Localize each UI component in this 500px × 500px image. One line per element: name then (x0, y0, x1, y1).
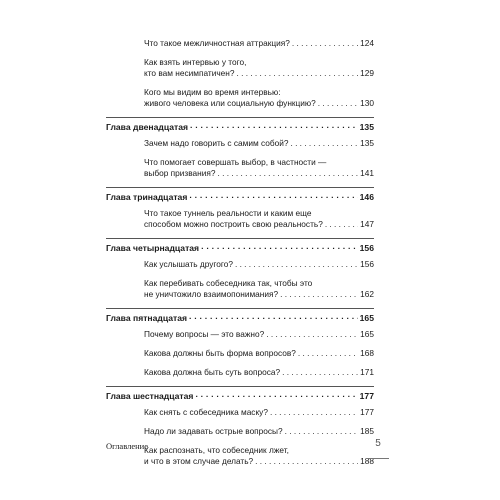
entry-text: Какова должны быть форма вопросов? (144, 348, 296, 358)
chapter-heading[interactable] (106, 238, 374, 259)
chapter-heading[interactable] (106, 386, 374, 407)
entry-page-number: 165 (360, 329, 374, 339)
chapter-section (106, 117, 374, 179)
toc-entry[interactable] (106, 87, 374, 109)
chapter-section (106, 187, 374, 230)
toc-entry[interactable] (106, 57, 374, 79)
entry-page-number: 147 (360, 219, 374, 229)
entry-text: живого человека или социальную функцию? (144, 98, 316, 108)
chapter-title: Глава пятнадцатая (106, 313, 188, 323)
dot-leader (285, 426, 359, 437)
chapter-section (106, 308, 374, 378)
entry-text: кто вам несимпатичен? (144, 68, 235, 78)
page-footer (106, 440, 389, 458)
dot-leader (201, 243, 358, 253)
dot-leader (325, 219, 358, 230)
entry-text: не уничтожило взаимопонимания? (144, 289, 279, 299)
dot-leader (318, 98, 358, 109)
entry-text: Как услышать другого? (144, 259, 233, 269)
dot-leader (236, 68, 358, 79)
chapter-heading[interactable] (106, 187, 374, 208)
entry-page-number: 129 (360, 68, 374, 78)
entry-page-number: 141 (360, 168, 374, 178)
chapter-page-number: 177 (359, 391, 374, 401)
dot-leader (190, 122, 358, 132)
entry-text: Что такое туннель реальности и каким еще (144, 208, 312, 218)
dot-leader (298, 348, 358, 359)
entry-text: Надо ли задавать острые вопросы? (144, 426, 283, 436)
chapter-title: Глава двенадцатая (106, 122, 189, 132)
dot-leader (280, 289, 358, 300)
entry-page-number: 130 (360, 98, 374, 108)
entry-text: Зачем надо говорить с самим собой? (144, 138, 289, 148)
entry-text: Что помогает совершать выбор, в частности — (144, 157, 327, 167)
footer-section-label: Оглавление (106, 441, 148, 451)
chapter-heading[interactable] (106, 117, 374, 138)
chapter-section (106, 38, 374, 109)
entry-text: Что такое межличностная аттракция? (144, 38, 290, 48)
chapter-title: Глава шестнадцатая (106, 391, 194, 401)
entry-text: Как распознать, что собеседник лжет, (144, 445, 289, 455)
dot-leader (189, 192, 357, 202)
entry-text: и что в этом случае делать? (144, 456, 254, 466)
entry-page-number: 177 (360, 407, 374, 417)
toc-entry[interactable] (106, 38, 374, 49)
entry-page-number: 171 (360, 367, 374, 377)
chapter-heading[interactable] (106, 308, 374, 329)
entry-text: Как перебивать собеседника так, чтобы это (144, 278, 313, 288)
entry-text: способом можно построить свою реальность? (144, 219, 323, 229)
dot-leader (290, 138, 358, 149)
entry-page-number: 168 (360, 348, 374, 358)
toc-entry[interactable] (106, 367, 374, 378)
entry-page-number: 135 (360, 138, 374, 148)
dot-leader (266, 329, 358, 340)
chapter-page-number: 135 (359, 122, 374, 132)
toc-entry[interactable] (106, 348, 374, 359)
dot-leader (235, 259, 358, 270)
toc-entry[interactable] (106, 208, 374, 230)
chapter-section (106, 238, 374, 300)
entry-page-number: 156 (360, 259, 374, 269)
dot-leader (195, 391, 357, 401)
toc-entry[interactable] (106, 259, 374, 270)
dot-leader (282, 367, 358, 378)
page-number: 5 (367, 438, 389, 459)
toc-entry[interactable] (106, 138, 374, 149)
toc-entry[interactable] (106, 278, 374, 300)
dot-leader (270, 407, 358, 418)
chapter-title: Глава четырнадцатая (106, 243, 200, 253)
toc-entry[interactable] (106, 329, 374, 340)
entry-page-number: 162 (360, 289, 374, 299)
dot-leader (292, 38, 358, 49)
toc-entry[interactable] (106, 407, 374, 418)
dot-leader (189, 313, 358, 323)
toc-entry[interactable] (106, 426, 374, 437)
table-of-contents (106, 38, 374, 475)
entry-page-number: 188 (360, 456, 374, 466)
chapter-page-number: 146 (359, 192, 374, 202)
dot-leader (217, 168, 358, 179)
chapter-title: Глава тринадцатая (106, 192, 188, 202)
entry-text: Как взять интервью у того, (144, 57, 247, 67)
entry-text: Как снять с собеседника маску? (144, 407, 268, 417)
entry-text: Какова должна быть суть вопроса? (144, 367, 281, 377)
chapter-page-number: 165 (359, 313, 374, 323)
entry-text: выбор призвания? (144, 168, 216, 178)
entry-page-number: 185 (360, 426, 374, 436)
toc-entry[interactable] (106, 157, 374, 179)
entry-page-number: 124 (360, 38, 374, 48)
entry-text: Кого мы видим во время интервью: (144, 87, 281, 97)
entry-text: Почему вопросы — это важно? (144, 329, 265, 339)
chapter-page-number: 156 (359, 243, 374, 253)
